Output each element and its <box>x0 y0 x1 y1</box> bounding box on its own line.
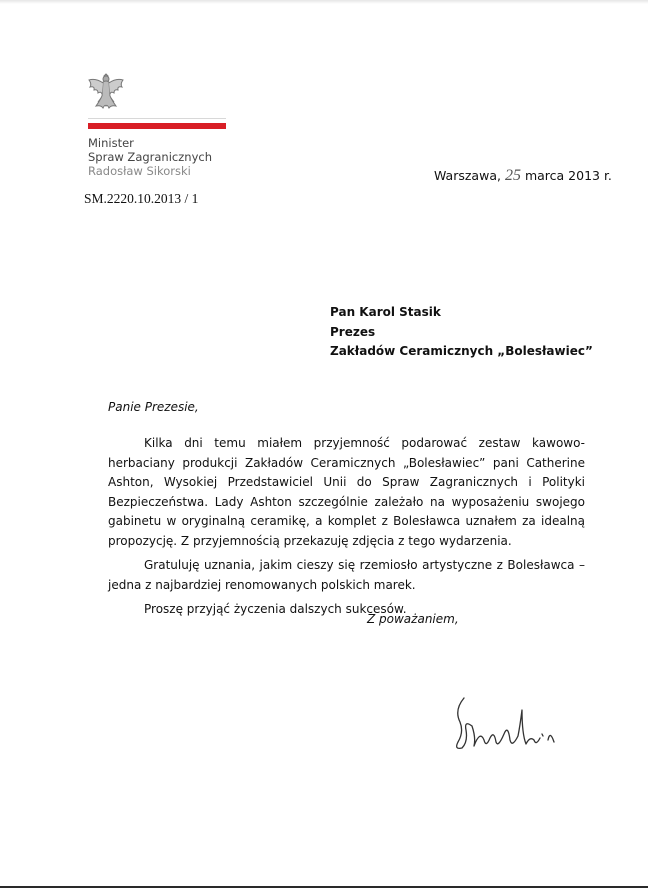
addressee-title: Prezes <box>330 324 376 339</box>
eagle-emblem-icon <box>86 70 126 112</box>
date-place: Warszawa, <box>434 168 501 183</box>
body-paragraph-3: Proszę przyjąć życzenia dalszych sukcesów. <box>144 602 407 616</box>
closing-phrase: Z poważaniem, <box>367 612 459 626</box>
date-rest: marca 2013 r. <box>524 168 612 183</box>
body-paragraph-2: Gratuluję uznania, jakim cieszy się rzemiosło artystyczne z Bolesławca – jedna z najbardziej renomowanych polskich marek. <box>108 558 585 592</box>
letterhead-sender <box>88 136 212 178</box>
addressee-block <box>330 303 593 362</box>
addressee-name: Pan Karol Stasik <box>330 305 441 319</box>
sender-line-name: Radosław Sikorski <box>88 164 191 178</box>
sender-line-ministry: Spraw Zagranicznych <box>88 150 212 164</box>
letter-date <box>434 167 612 185</box>
flag-red-stripe <box>88 123 226 129</box>
signature-icon <box>450 690 560 760</box>
scan-top-edge <box>0 0 648 4</box>
scan-bottom-edge <box>0 886 648 888</box>
reference-number: SM.2220.10.2013 / 1 <box>84 191 199 206</box>
flag-white-stripe <box>88 118 226 119</box>
letter-body <box>108 434 585 625</box>
addressee-company: Zakładów Ceramicznych „Bolesławiec” <box>330 344 593 358</box>
body-paragraph-1: Kilka dni temu miałem przyjemność podarować zestaw kawowo-herbaciany produkcji Zakładów Ceramicznych „Bolesławiec” pani Catherine Ashton, Wysokiej Przedstawiciel Unii do Spraw Zagranicznych i Polityki Bezpieczeństwa. Lady Ashton szczególnie zależało na wyposażeniu swojego gabinetu w oryginalną ceramikę, a komplet z Bolesławca uznałem za idealną propozycję. Z przyjemnością przekazuję zdjęcia z tego wydarzenia. <box>108 436 585 548</box>
date-day-handwritten: 25 <box>504 167 521 184</box>
sender-line-title: Minister <box>88 136 134 150</box>
salutation: Panie Prezesie, <box>108 400 199 414</box>
